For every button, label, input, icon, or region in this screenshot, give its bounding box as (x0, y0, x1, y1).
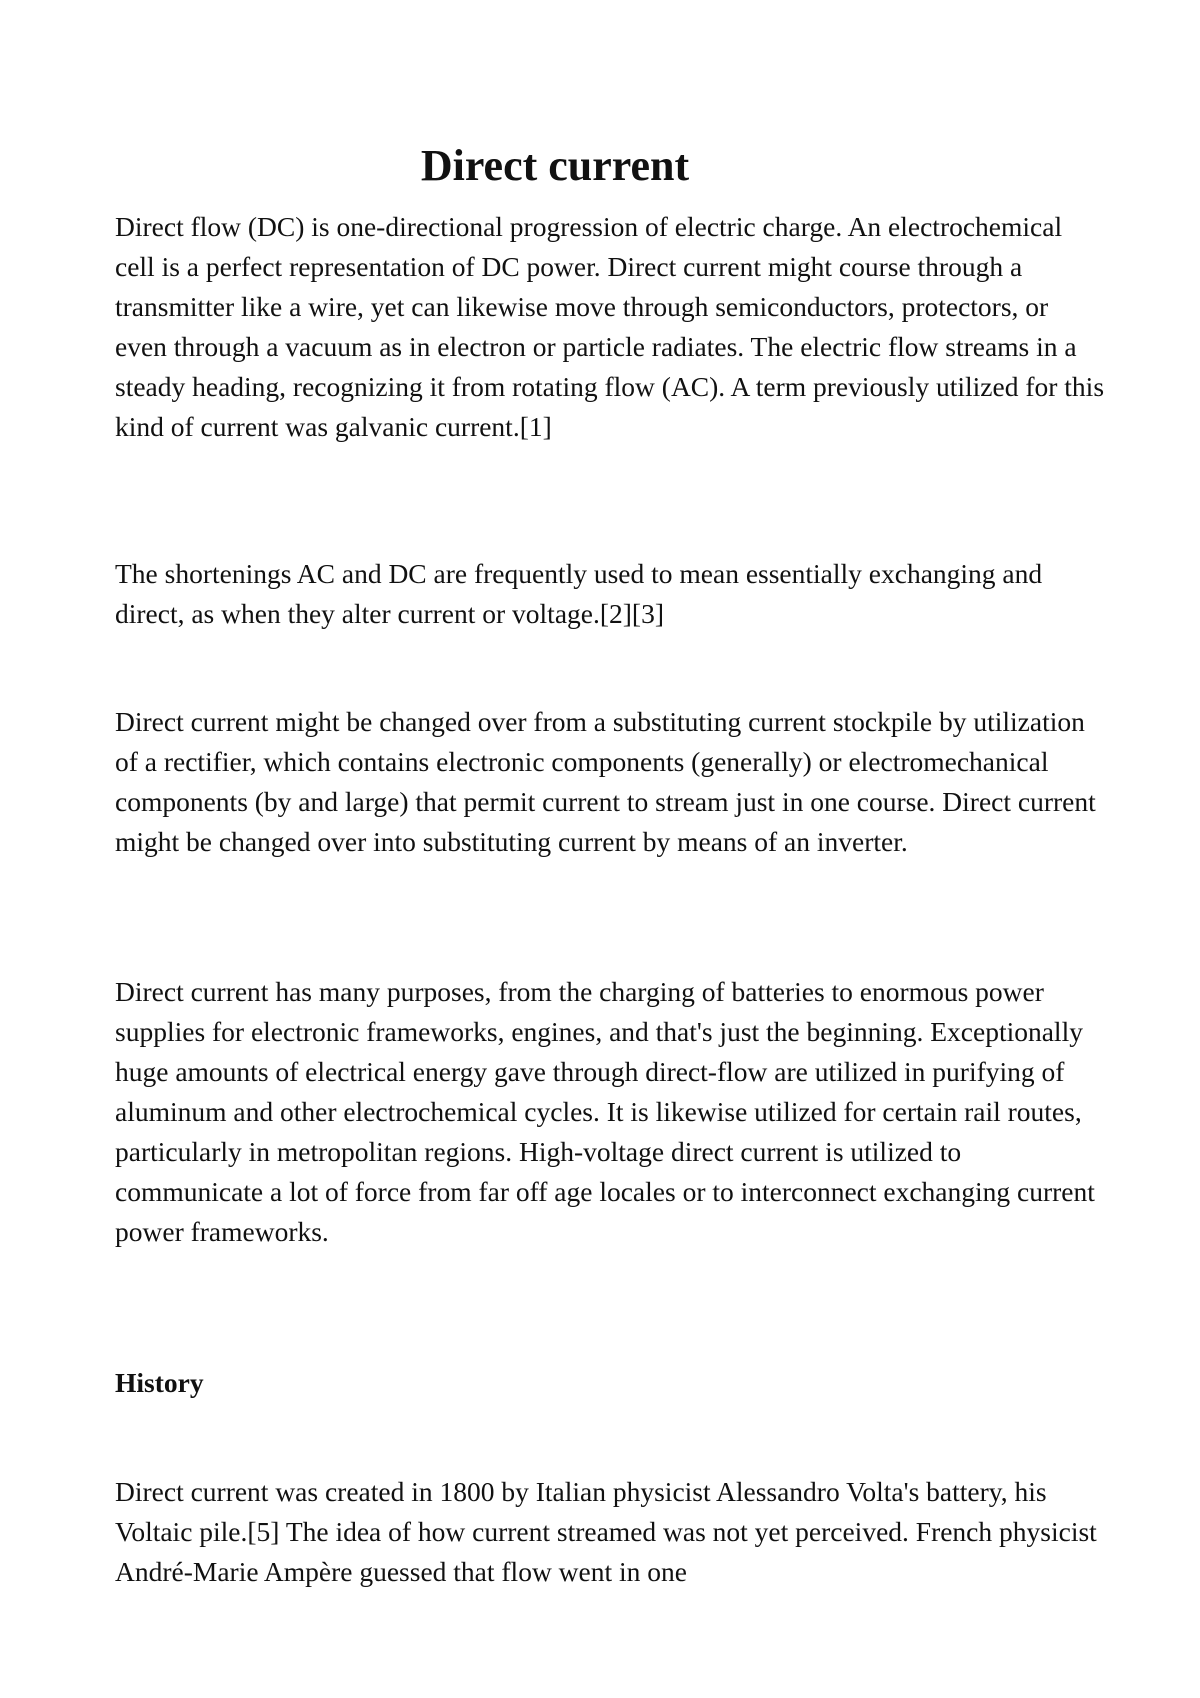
paragraph-abbreviations: The shortenings AC and DC are frequently used to mean essentially exchanging and direct, as when they alter current or voltage.[2][3] (115, 558, 1043, 629)
document-title: Direct current (420, 141, 690, 190)
paragraph-conversion: Direct current might be changed over from a substituting current stockpile by utilization of a rectifier, which contains electronic components (generally) or electromechanical components (by and large) that permit current to stream just in one course. Direct current might be changed over into substituting current by means of an inverter. (115, 706, 1096, 857)
paragraph-intro: Direct flow (DC) is one-directional progression of electric charge. An electrochemical cell is a perfect representation of DC power. Direct current might course through a transmitter like a wire, yet can likewise move through semiconductors, protectors, or even through a vacuum as in electron or particle radiates. The electric flow streams in a steady heading, recognizing it from rotating flow (AC). A term previously utilized for this kind of current was galvanic current.[1] (115, 211, 1105, 442)
paragraph-history: Direct current was created in 1800 by Italian physicist Alessandro Volta's battery, his Voltaic pile.[5] The idea of how current streamed was not yet perceived. French physicist André-Marie Ampère guessed that flow went in one (115, 1476, 1097, 1587)
paragraph-uses: Direct current has many purposes, from the charging of batteries to enormous power supplies for electronic frameworks, engines, and that's just the beginning. Exceptionally huge amounts of electrical energy gave through direct-flow are utilized in purifying of aluminum and other electrochemical cycles. It is likewise utilized for certain rail routes, particularly in metropolitan regions. High-voltage direct current is utilized to communicate a lot of force from far off age locales or to interconnect exchanging current power frameworks. (115, 976, 1095, 1247)
section-heading-history: History (115, 1367, 204, 1398)
